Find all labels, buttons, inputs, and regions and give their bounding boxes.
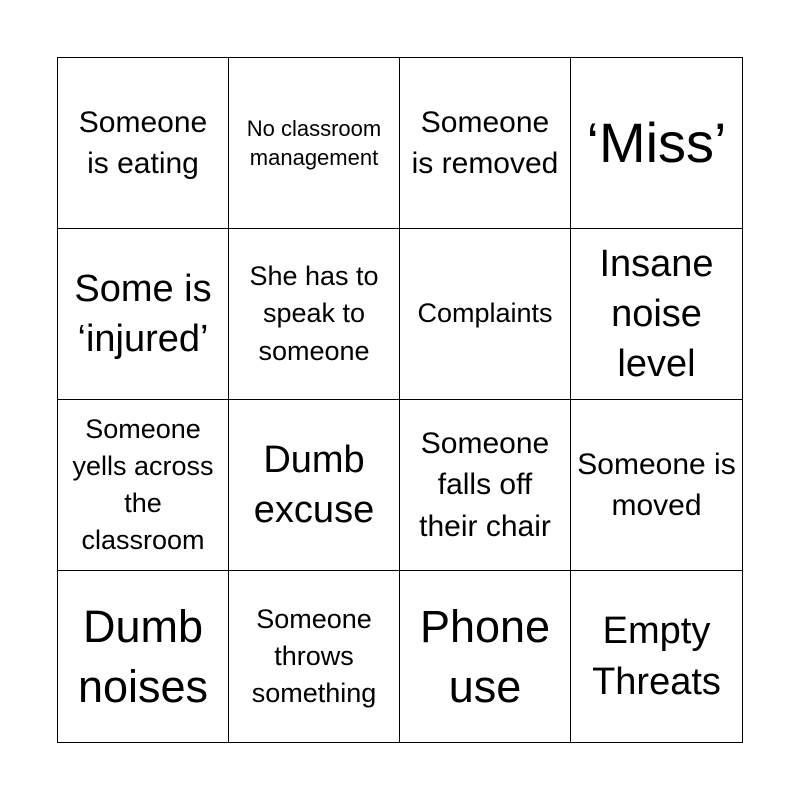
cell-label: Some is ‘injured’ [74, 267, 212, 360]
cell-label: Someone is moved [577, 447, 736, 522]
bingo-cell[interactable] [58, 229, 229, 400]
bingo-cell[interactable] [58, 58, 229, 229]
bingo-cell[interactable] [400, 58, 571, 229]
bingo-cell[interactable] [58, 571, 229, 742]
bingo-cell[interactable] [229, 400, 400, 571]
cell-label: Someone is removed [411, 105, 559, 180]
bingo-cell[interactable] [229, 58, 400, 229]
cell-label: Dumb noises [77, 601, 209, 712]
cell-label: Complaints [417, 298, 553, 329]
cell-label: She has to speak to someone [249, 261, 379, 366]
cell-label: Insane noise level [599, 242, 714, 386]
cell-label: Dumb excuse [253, 438, 375, 531]
cell-label: Someone throws something [251, 603, 377, 709]
bingo-cell[interactable] [400, 571, 571, 742]
bingo-cell[interactable] [400, 400, 571, 571]
cell-label: Empty Threats [592, 610, 721, 703]
bingo-cell[interactable] [571, 229, 742, 400]
bingo-board [57, 57, 743, 743]
cell-label: Someone falls off their chair [419, 426, 551, 543]
bingo-cell[interactable] [229, 571, 400, 742]
cell-label: Someone is eating [78, 105, 208, 180]
bingo-cell[interactable] [58, 400, 229, 571]
bingo-cell[interactable] [571, 571, 742, 742]
bingo-cell[interactable] [400, 229, 571, 400]
bingo-cell[interactable] [229, 229, 400, 400]
bingo-cell[interactable] [571, 400, 742, 571]
cell-label: No classroom management [246, 115, 382, 170]
cell-label: ‘Miss’ [586, 111, 727, 175]
bingo-cell[interactable] [571, 58, 742, 229]
cell-label: Phone use [419, 601, 551, 712]
cell-label: Someone yells across the classroom [72, 413, 214, 556]
